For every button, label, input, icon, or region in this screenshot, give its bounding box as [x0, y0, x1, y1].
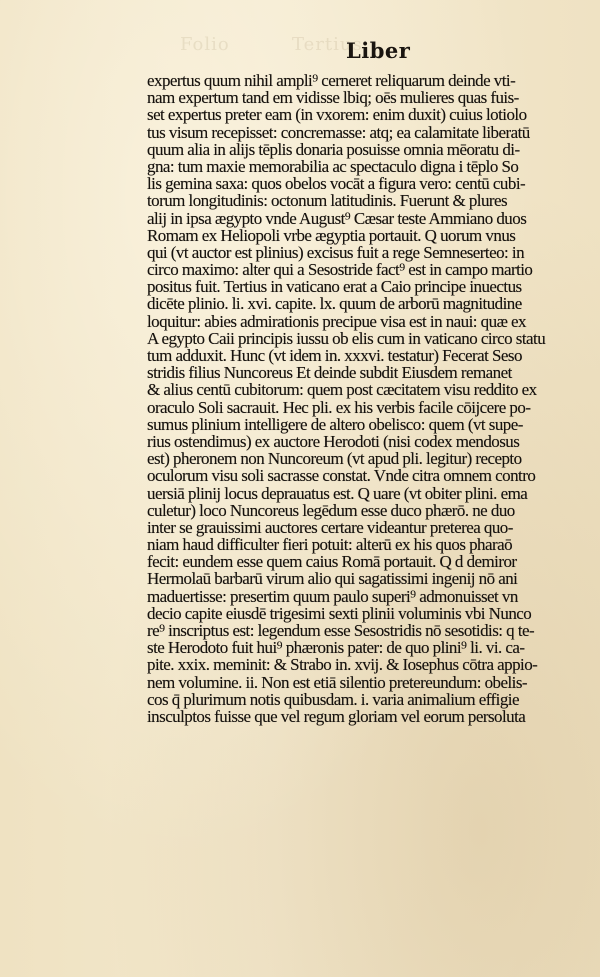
text-line: tum adduxit. Hunc (vt idem in. xxxvi. testatur) Fecerat Seso	[147, 346, 522, 365]
text-line: oraculo Soli sacrauit. Hec pli. ex his verbis facile cōijcere po-	[147, 397, 531, 417]
text-line: qui (vt auctor est plinius) excisus fuit a rege Semneserteo: in	[147, 242, 525, 262]
text-line: insculptos fuisse que vel regum gloriam vel eorum persoluta	[147, 706, 526, 726]
text-line: dicēte plinio. li. xvi. capite. lx. quum de arborū magnitudine	[147, 294, 522, 314]
text-line: maduertisse: presertim quum paulo superi⁹ admonuisset vn	[147, 586, 518, 606]
text-line: lis gemina saxa: quos obelos vocāt a figura vero: centū cubi-	[147, 174, 526, 194]
text-line: inter se grauissimi auctores certare videantur preterea quo-	[147, 517, 513, 537]
text-line: nam expertum tand em vidisse lbiq; oēs mulieres quas fuis-	[147, 88, 519, 108]
text-line: Hermolaū barbarū virum alio qui sagatissimi ingenij nō ani	[147, 569, 518, 589]
text-line: gna: tum maxie memorabilia ac spectaculo digna i tēplo So	[147, 156, 519, 176]
text-line: decio capite eiusdē trigesimi sexti plinii voluminis vbi Nunco	[147, 603, 532, 623]
text-line: tus visum recepisset: concremasse: atq; ea calamitate liberatū	[147, 122, 530, 142]
text-line: sumus plinium intelligere de altero obelisco: quem (vt supe-	[147, 414, 523, 434]
text-line: expertus quum nihil ampli⁹ cerneret reliquarum deinde vti-	[147, 71, 516, 90]
text-line: pite. xxix. meminit: & Strabo in. xvij. & Iosephus cōtra appio-	[147, 655, 538, 675]
text-line: uersiā plinij locus deprauatus est. Q uare (vt obiter plini. ema	[147, 483, 528, 503]
text-block	[147, 72, 587, 725]
text-line: A egypto Caii principis iussu ob elis cum in vaticano circo statu	[147, 328, 546, 348]
text-line: rius ostendimus) ex auctore Herodoti (nisi codex mendosus	[147, 431, 520, 451]
text-line: set expertus preter eam (in vxorem: enim duxit) cuius lotiolo	[147, 105, 527, 125]
text-line: re⁹ inscriptus est: legendum esse Sesostridis nō sesotidis: q te-	[147, 621, 535, 640]
text-line: ste Herodoto fuit hui⁹ phæronis pater: de quo plini⁹ li. vi. ca-	[147, 638, 525, 658]
running-head: Liber	[346, 38, 411, 63]
text-line: culetur) loco Nuncoreus legēdum esse duco phærō. ne duo	[147, 500, 515, 520]
show-through-text: Tertius	[292, 34, 363, 55]
text-line: loquitur: abies admirationis precipue visa est in naui: quæ ex	[147, 311, 527, 331]
text-line: fecit: eundem esse quem caius Romā portauit. Q d demiror	[147, 552, 517, 572]
text-line: & alius centū cubitorum: quem post cæcitatem visu reddito ex	[147, 380, 537, 400]
text-line: est) pheronem non Nuncoreum (vt apud pli. legitur) recepto	[147, 449, 522, 469]
text-line: torum longitudinis: octonum latitudinis. Fuerunt & plures	[147, 191, 508, 211]
text-line: cos q̄ plurimum notis quibusdam. i. varia animalium effigie	[147, 689, 519, 709]
text-line: nem volumine. ii. Non est etiā silentio pretereundum: obelis-	[147, 672, 528, 692]
text-line: oculorum visu soli sacrasse constat. Vnde citra omnem contro	[147, 466, 536, 486]
text-line: circo maximo: alter qui a Sesostride fact⁹ est in campo martio	[147, 260, 533, 280]
text-line: quum alia in alijs tēplis donaria posuisse omnia mēoratu di-	[147, 139, 520, 159]
text-line: stridis filius Nuncoreus Et deinde subdit Eiusdem remanet	[147, 363, 512, 383]
text-line: Romam ex Heliopoli vrbe ægyptia portauit. Q uorum vnus	[147, 225, 516, 245]
text-line: positus fuit. Tertius in vaticano erat a Caio principe inuectus	[147, 277, 522, 297]
show-through-text: Folio	[180, 34, 230, 55]
text-line: niam haud difficulter fieri potuit: alterū ex his quos pharaō	[147, 535, 513, 555]
text-line: alij in ipsa ægypto vnde August⁹ Cæsar teste Ammiano duos	[147, 208, 527, 228]
